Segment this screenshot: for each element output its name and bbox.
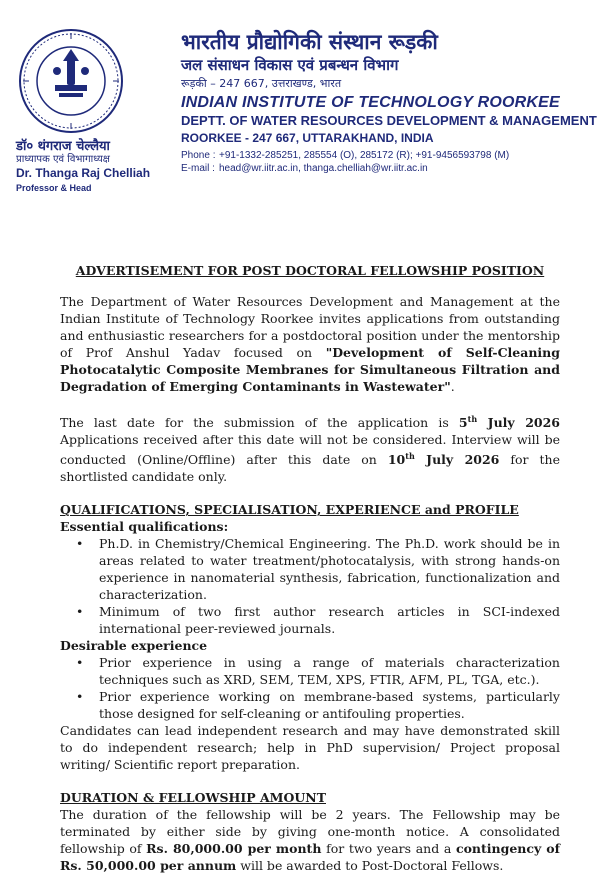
person-designation-hindi: प्राध्यापक एवं विभागाध्यक्ष — [16, 154, 110, 165]
intro-paragraph: The Department of Water Resources Development and Management at the Indian Institute of Technology Roorkee invites applications from outstanding and enthusiastic researchers for a postdoctoral position under the mentorship of Prof Anshul Yadav focused on "Development of Self-Cleaning Photocatalytic Composite Membranes for Simultaneous Filtration and Degradation of Emerging Contaminants in Wastewater". — [60, 294, 560, 394]
list-item: • Prior experience in using a range of materials characterization techniques such as XRD, SEM, TEM, XPS, FTIR, AFM, PL, TGA, etc.). — [99, 654, 560, 688]
institute-name: INDIAN INSTITUTE OF TECHNOLOGY ROORKEE — [181, 94, 560, 111]
address: ROORKEE - 247 667, UTTARAKHAND, INDIA — [181, 131, 434, 145]
department-name: DEPTT. OF WATER RESOURCES DEVELOPMENT & MANAGEMENT — [181, 113, 597, 128]
phone-label: Phone : — [181, 150, 216, 161]
email-label: E-mail : — [181, 163, 215, 174]
list-item: • Ph.D. in Chemistry/Chemical Engineering. The Ph.D. work should be in areas related to water treatment/photocatalysis, with strong hands-on experience in nanomaterial synthesis, fabrication, functionalization and characterization. — [99, 535, 560, 603]
person-name-hindi: डॉ० थंगराज चेल्लैया — [16, 139, 110, 154]
iit-roorkee-emblem-icon — [17, 27, 125, 135]
person-name: Dr. Thanga Raj Chelliah — [16, 166, 151, 180]
essential-heading: Essential qualifications: — [60, 519, 229, 535]
qualifications-heading: QUALIFICATIONS, SPECIALISATION, EXPERIENCE and PROFILE — [60, 502, 519, 518]
fellowship-amount: Rs. 80,000.00 per month — [146, 841, 322, 857]
project-title: "Development of Self-Cleaning Photocatalytic Composite Membranes for Simultaneous Filtration and Degradation of Emerging Contaminants in Wastewater" — [60, 345, 560, 394]
duration-heading: DURATION & FELLOWSHIP AMOUNT — [60, 790, 326, 806]
interview-date: 10th July 2026 — [387, 451, 500, 468]
address-hindi: रूड़की – 247 667, उत्तराखण्ड, भारत — [181, 77, 342, 90]
desirable-heading: Desirable experience — [60, 638, 208, 654]
institute-name-hindi: भारतीय प्रौद्योगिकी संस्थान रूड़की — [181, 30, 438, 54]
last-date: 5th July 2026 — [458, 414, 561, 431]
list-item: • Prior experience working on membrane-based systems, particularly those designed for self-cleaning or antifouling properties. — [99, 688, 560, 722]
essential-list — [60, 535, 560, 637]
candidates-note: Candidates can lead independent research and may have demonstrated skill to do independent research; help in PhD supervision/ Project proposal writing/ Scientific report preparation. — [60, 723, 560, 773]
duration-paragraph: The duration of the fellowship will be 2 years. The Fellowship may be terminated by either side by giving one-month notice. A consolidated fellowship of Rs. 80,000.00 per month for two years and a contingency of Rs. 50,000.00 per annum will be awarded to Post-Doctoral Fellows. — [60, 807, 560, 874]
department-name-hindi: जल संसाधन विकास एवं प्रबन्धन विभाग — [181, 56, 399, 74]
contingency-amount: contingency of Rs. 50,000.00 per annum — [60, 841, 560, 874]
advertisement-title: ADVERTISEMENT FOR POST DOCTORAL FELLOWSHIP POSITION — [75, 263, 545, 278]
phone-line — [181, 150, 509, 161]
email-line — [181, 163, 428, 174]
desirable-list — [60, 654, 560, 722]
email-addresses: head@wr.iitr.ac.in, thanga.chelliah@wr.iitr.ac.in — [219, 163, 428, 174]
list-item: • Minimum of two first author research articles in SCI-indexed international peer-reviewed journals. — [99, 603, 560, 637]
dates-paragraph: The last date for the submission of the application is 5th July 2026 Applications received after this date will not be considered. Interview will be conducted (Online/Offline) after this date on 10th July 2026 for the shortlisted candidate only. — [60, 414, 561, 485]
phone-numbers: +91-1332-285251, 285554 (O), 285172 (R); +91-9456593798 (M) — [219, 150, 510, 161]
advertisement-body — [60, 262, 560, 874]
person-designation: Professor & Head — [16, 183, 92, 193]
